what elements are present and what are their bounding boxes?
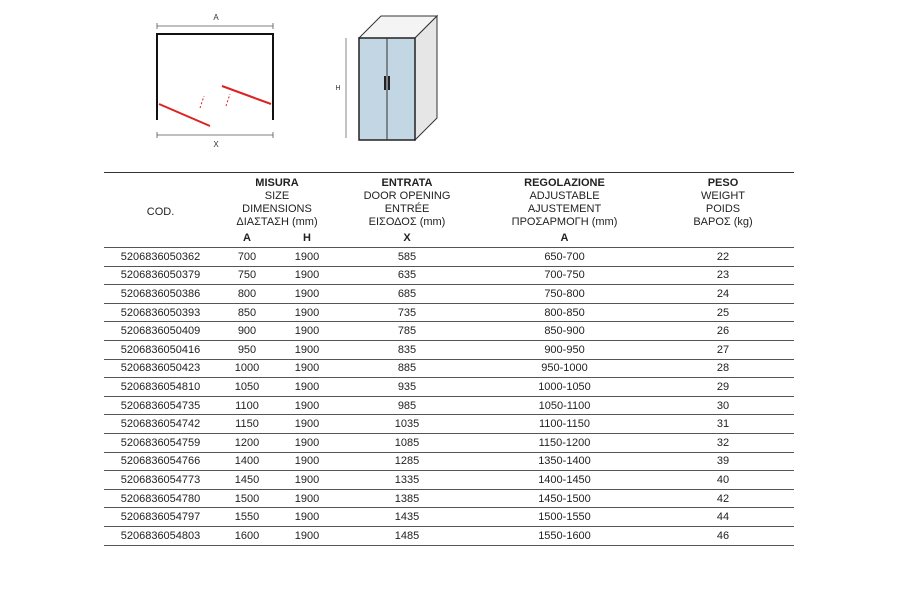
cell-size-a: 750 — [237, 269, 257, 282]
cell-code: 5206836054735 — [120, 399, 201, 412]
table-row — [104, 359, 794, 378]
cell-size-a: 1100 — [235, 399, 259, 412]
dimension-h-label: H — [335, 85, 341, 92]
cell-size-h: 1900 — [294, 473, 320, 486]
cell-door-opening: 1385 — [394, 492, 420, 505]
cell-weight: 44 — [716, 511, 730, 524]
cell-size-h: 1900 — [294, 325, 320, 338]
header-misura: MISURA SIZE DIMENSIONS ΔΙΑΣΤΑΣΗ (mm) — [236, 177, 318, 228]
subheader-x: X — [403, 232, 411, 244]
cell-weight: 39 — [716, 455, 730, 468]
cell-size-h: 1900 — [294, 511, 320, 524]
cell-door-opening: 1285 — [394, 455, 420, 468]
table-row — [104, 396, 794, 415]
cell-size-h: 1900 — [294, 250, 320, 263]
cell-weight: 25 — [716, 306, 730, 319]
cell-size-a: 1150 — [235, 418, 259, 431]
cell-size-h: 1900 — [294, 362, 320, 375]
cell-door-opening: 885 — [397, 362, 417, 375]
cell-weight: 40 — [716, 473, 730, 486]
cell-code: 5206836054810 — [120, 380, 201, 393]
shower-enclosure-diagram — [330, 8, 440, 148]
cell-size-h: 1900 — [294, 343, 320, 356]
cell-code: 5206836054803 — [120, 529, 201, 542]
cell-size-a: 1200 — [234, 436, 260, 449]
table-row — [104, 433, 794, 452]
cell-code: 5206836054742 — [120, 418, 201, 431]
cell-weight: 26 — [716, 325, 730, 338]
enclosure-side-wall — [415, 16, 437, 140]
cell-weight: 32 — [716, 436, 730, 449]
cell-size-h: 1900 — [294, 306, 320, 319]
cell-door-opening: 1335 — [394, 473, 420, 486]
table-row — [104, 248, 794, 267]
table-row — [104, 285, 794, 304]
subheader-h: H — [303, 232, 311, 244]
cell-size-a: 850 — [237, 306, 257, 319]
cell-code: 5206836050393 — [120, 306, 201, 319]
cell-adjustable: 1450-1500 — [538, 492, 591, 505]
cell-size-h: 1900 — [294, 492, 320, 505]
cell-code: 5206836050362 — [120, 250, 201, 263]
cell-weight: 22 — [716, 250, 730, 263]
cell-adjustable: 950-1000 — [541, 362, 588, 375]
table-row — [104, 378, 794, 397]
cell-door-opening: 1035 — [394, 418, 420, 431]
cell-adjustable: 1550-1600 — [538, 529, 591, 542]
cell-adjustable: 1400-1450 — [538, 473, 591, 486]
cell-weight: 24 — [716, 287, 730, 300]
subheader-adjust-a: A — [560, 232, 569, 244]
table-row — [104, 340, 794, 359]
cell-weight: 30 — [716, 399, 730, 412]
cell-door-opening: 685 — [397, 287, 417, 300]
cell-size-h: 1900 — [294, 269, 320, 282]
cell-code: 5206836050409 — [120, 325, 201, 338]
cell-code: 5206836054773 — [120, 473, 201, 486]
cell-size-h: 1900 — [294, 529, 320, 542]
cell-size-a: 1500 — [234, 492, 260, 505]
table-row — [104, 526, 794, 545]
wall-outline — [157, 34, 273, 120]
cell-door-opening: 935 — [397, 380, 417, 393]
cell-size-a: 1000 — [234, 362, 260, 375]
cell-adjustable: 750-800 — [544, 287, 585, 300]
table-row — [104, 266, 794, 285]
cell-weight: 31 — [716, 418, 730, 431]
cell-weight: 23 — [716, 269, 730, 282]
cell-code: 5206836050423 — [120, 362, 201, 375]
table-row — [104, 471, 794, 490]
dimension-a-label: A — [213, 13, 219, 22]
cell-size-a: 1550 — [234, 511, 260, 524]
cell-code: 5206836050416 — [120, 343, 201, 356]
cell-size-a: 900 — [237, 325, 257, 338]
subheader-a: A — [243, 232, 251, 244]
cell-adjustable: 1050-1100 — [538, 399, 591, 412]
cell-code: 5206836054780 — [120, 492, 201, 505]
cell-size-h: 1900 — [294, 399, 320, 412]
cell-weight: 29 — [716, 380, 730, 393]
table-row — [104, 303, 794, 322]
cell-door-opening: 1085 — [394, 436, 420, 449]
cell-door-opening: 1435 — [394, 511, 420, 524]
plan-view-diagram — [150, 8, 280, 153]
table-row — [104, 508, 794, 527]
cell-adjustable: 1350-1400 — [538, 455, 591, 468]
cell-adjustable: 1100-1150 — [539, 418, 590, 431]
cell-door-opening: 735 — [397, 306, 417, 319]
header-entrata: ENTRATA DOOR OPENING ENTRÉE ΕΙΣΟΔΟΣ (mm) — [363, 177, 451, 228]
table-row — [104, 452, 794, 471]
cell-door-opening: 635 — [397, 269, 417, 282]
cell-size-h: 1900 — [294, 380, 320, 393]
header-cod: COD. — [146, 205, 175, 218]
cell-code: 5206836054766 — [120, 455, 201, 468]
cell-size-h: 1900 — [294, 455, 320, 468]
table-row — [104, 322, 794, 341]
cell-adjustable: 700-750 — [544, 269, 585, 282]
cell-size-a: 950 — [237, 343, 257, 356]
product-spec-table — [104, 172, 794, 546]
header-peso: PESO WEIGHT POIDS ΒΑΡΟΣ (kg) — [693, 177, 753, 228]
cell-size-a: 1450 — [234, 473, 260, 486]
dimension-x-label: X — [213, 140, 219, 149]
cell-adjustable: 900-950 — [544, 343, 585, 356]
header-regolazione: REGOLAZIONE ADJUSTABLE AJUSTEMENT ΠΡΟΣΑΡΜΟΓΗ (mm) — [511, 177, 618, 228]
cell-adjustable: 1500-1550 — [538, 511, 591, 524]
cell-adjustable: 1000-1050 — [538, 380, 591, 393]
table-row — [104, 489, 794, 508]
cell-door-opening: 985 — [397, 399, 417, 412]
cell-weight: 28 — [716, 362, 730, 375]
cell-size-a: 800 — [237, 287, 257, 300]
cell-door-opening: 585 — [397, 250, 417, 263]
cell-size-h: 1900 — [294, 418, 320, 431]
cell-weight: 27 — [716, 343, 730, 356]
door-panel-right — [222, 86, 271, 104]
cell-adjustable: 800-850 — [544, 306, 585, 319]
cell-size-a: 1400 — [234, 455, 260, 468]
door-handle-right — [388, 76, 390, 90]
cell-code: 5206836050386 — [120, 287, 201, 300]
cell-adjustable: 850-900 — [544, 325, 585, 338]
door-panel-left — [159, 104, 210, 126]
cell-adjustable: 1150-1200 — [538, 436, 591, 449]
cell-size-h: 1900 — [294, 287, 320, 300]
cell-size-a: 700 — [237, 250, 257, 263]
cell-size-a: 1050 — [234, 380, 260, 393]
cell-weight: 46 — [716, 529, 730, 542]
cell-door-opening: 835 — [397, 343, 417, 356]
door-handle-left — [384, 76, 386, 90]
cell-door-opening: 785 — [397, 325, 417, 338]
cell-adjustable: 650-700 — [544, 250, 585, 263]
cell-size-a: 1600 — [234, 529, 260, 542]
cell-code: 5206836054797 — [120, 511, 201, 524]
cell-code: 5206836050379 — [120, 269, 201, 282]
cell-size-h: 1900 — [294, 436, 320, 449]
table-row — [104, 415, 794, 434]
cell-weight: 42 — [716, 492, 730, 505]
cell-code: 5206836054759 — [120, 436, 201, 449]
cell-door-opening: 1485 — [394, 529, 420, 542]
